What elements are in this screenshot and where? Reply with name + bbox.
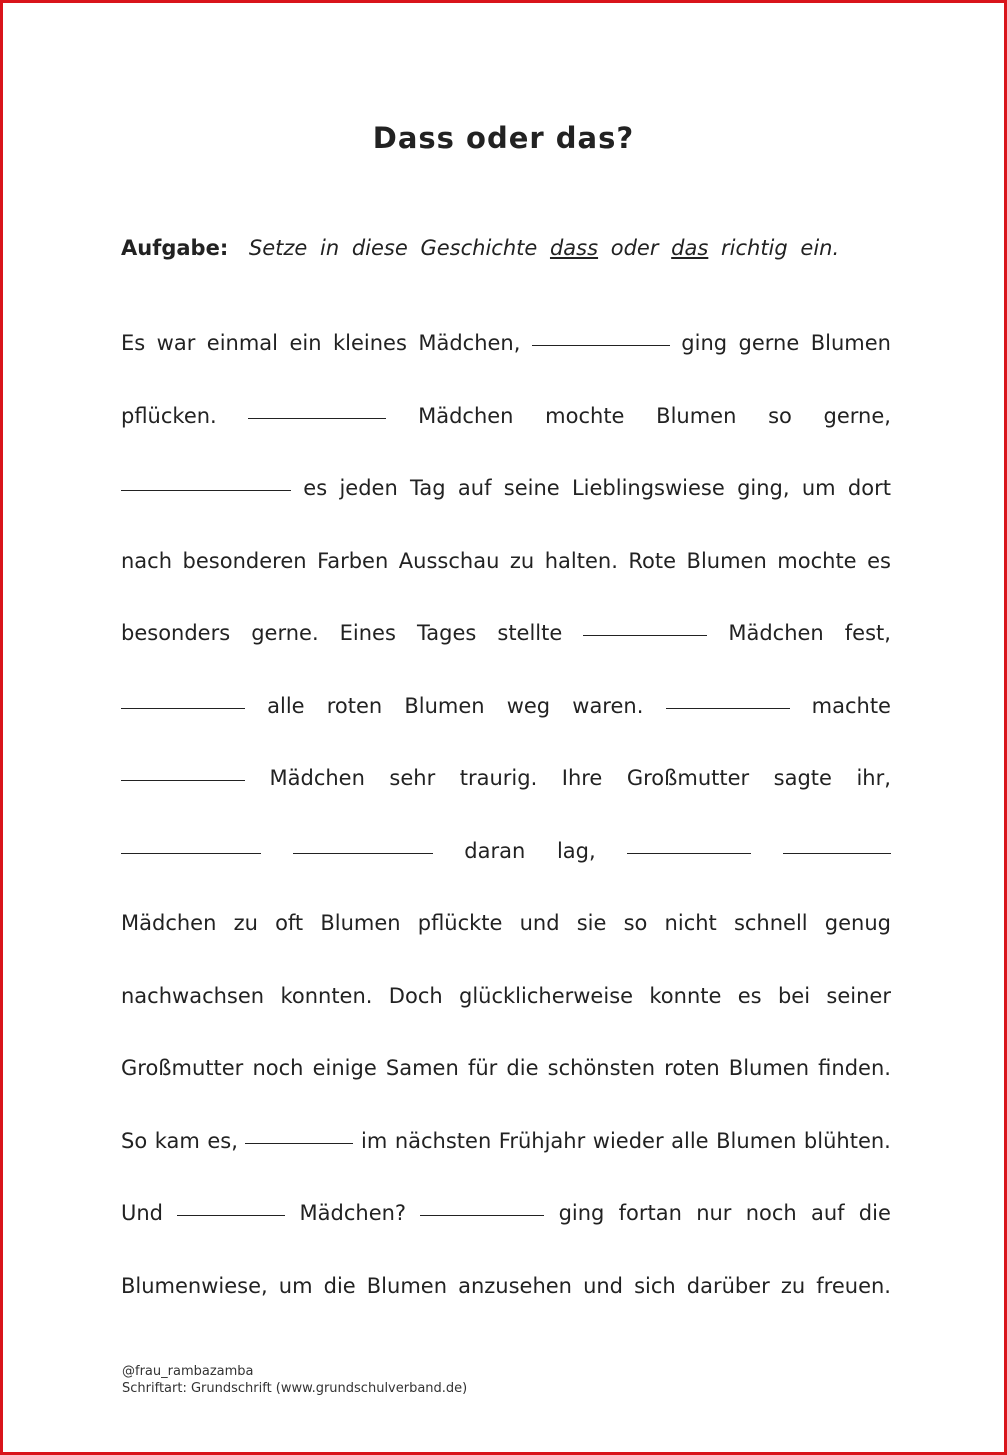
story-word: ging (558, 1201, 605, 1225)
story-line (121, 1185, 891, 1225)
story-word: gerne (738, 331, 800, 355)
story-word: Mädchen (418, 404, 514, 428)
story-word: einmal (206, 331, 279, 355)
story-word: gerne, (823, 404, 891, 428)
story-word: konnten. (280, 984, 373, 1008)
story-word: pflücken. (121, 404, 217, 428)
story-word: zu (233, 911, 258, 935)
story-word: nachwachsen (121, 984, 265, 1008)
story-word: wieder (592, 1129, 664, 1153)
story-word: oft (275, 911, 304, 935)
task-text (249, 236, 839, 260)
task-instruction (121, 231, 901, 265)
story-word: auf (457, 476, 492, 500)
story-word: anzusehen (458, 1274, 572, 1298)
story-word: roten (326, 694, 383, 718)
story-word: es, (207, 1129, 238, 1153)
story-word: fest, (844, 621, 891, 645)
story-word: genug (824, 911, 891, 935)
story-word: so (768, 404, 792, 428)
story-word: roten (664, 1056, 720, 1080)
story-word: besonders (121, 621, 231, 645)
story-word: lag, (556, 839, 596, 863)
story-word: Blumen (686, 549, 767, 573)
story-word: mochte (545, 404, 625, 428)
story-word: ging (681, 331, 728, 355)
story-word: Ihre (561, 766, 603, 790)
story-word: und (583, 1274, 624, 1298)
story-word: mochte (777, 549, 857, 573)
story-line (121, 533, 891, 573)
story-line (121, 1113, 891, 1153)
story-word: Doch (388, 984, 443, 1008)
story-word: Frühjahr (498, 1129, 586, 1153)
fill-in-blank[interactable] (532, 344, 670, 346)
story-word: und (519, 911, 560, 935)
fill-in-blank[interactable] (627, 852, 751, 854)
story-word: auf (810, 1201, 845, 1225)
story-word: um (801, 476, 836, 500)
story-word: finden. (818, 1056, 891, 1080)
story-word: war (156, 331, 196, 355)
story-word: konnte (649, 984, 722, 1008)
story-word: einige (312, 1056, 377, 1080)
story-word: kleines (332, 331, 407, 355)
story-word: nächsten (394, 1129, 492, 1153)
story-word: halten. (544, 549, 618, 573)
story-word: Samen (385, 1056, 459, 1080)
fill-in-blank[interactable] (177, 1214, 285, 1216)
story-word: nur (696, 1201, 732, 1225)
fill-in-blank[interactable] (783, 852, 891, 854)
story-line (121, 1258, 891, 1298)
story-word: seine (503, 476, 560, 500)
story-word: ein (289, 331, 322, 355)
story-word: nach (121, 549, 173, 573)
story-word: schönsten (547, 1056, 656, 1080)
story-word: es (303, 476, 328, 500)
story-word: seiner (826, 984, 891, 1008)
story-word: Ausschau (398, 549, 500, 573)
story-word: Großmutter (626, 766, 750, 790)
task-word-das: das (671, 236, 709, 260)
story-word: jeden (339, 476, 398, 500)
story-word: Blumen (810, 331, 891, 355)
story-word: Blumen (320, 911, 401, 935)
story-word: besonderen (182, 549, 307, 573)
story-word: noch (252, 1056, 304, 1080)
story-line (121, 750, 891, 790)
task-word-oder: oder (610, 236, 659, 260)
story-word: die (323, 1274, 356, 1298)
story-line (121, 605, 891, 645)
story-word: weg (506, 694, 551, 718)
task-text-before: Setze in diese Geschichte (248, 236, 538, 260)
footer-handle: @frau_rambazamba (122, 1364, 254, 1379)
story-word: Mädchen? (299, 1201, 407, 1225)
story-word: Und (121, 1201, 164, 1225)
story-word: im (360, 1129, 388, 1153)
fill-in-blank[interactable] (583, 634, 707, 636)
story-word: Mädchen (121, 911, 217, 935)
story-word: stellte (497, 621, 563, 645)
story-line (121, 388, 891, 428)
story-word: nicht (664, 911, 717, 935)
story-word: Blumen (728, 1056, 810, 1080)
fill-in-blank[interactable] (248, 417, 386, 419)
story-line (121, 460, 891, 500)
story-word: ihr, (856, 766, 891, 790)
story-word: Großmutter (121, 1056, 244, 1080)
story-word: traurig. (459, 766, 538, 790)
story-word: sehr (389, 766, 436, 790)
story-word: Blumen (716, 1129, 797, 1153)
story-word: machte (811, 694, 891, 718)
story-line (121, 895, 891, 935)
story-word: die (858, 1201, 891, 1225)
story-line (121, 678, 891, 718)
fill-in-blank[interactable] (293, 852, 433, 854)
story-word: ging, (737, 476, 790, 500)
story-line (121, 968, 891, 1008)
story-word: die (506, 1056, 539, 1080)
story-word: Blumen (404, 694, 485, 718)
story-word: fortan (618, 1201, 682, 1225)
story-word: sagte (773, 766, 832, 790)
task-word-dass: dass (549, 236, 599, 260)
story-word: Lieblingswiese (571, 476, 725, 500)
story-word: alle (671, 1129, 709, 1153)
story-word: blühten. (803, 1129, 891, 1153)
fill-in-blank[interactable] (420, 1214, 544, 1216)
story-word: Mädchen, (418, 331, 521, 355)
story-word: freuen. (816, 1274, 891, 1298)
story-word: Mädchen (728, 621, 824, 645)
footer (122, 1363, 467, 1397)
story-word: kam (154, 1129, 200, 1153)
fill-in-blank[interactable] (121, 489, 291, 491)
story-word: zu (509, 549, 535, 573)
story-word: bei (777, 984, 811, 1008)
story-word: Blumen (656, 404, 737, 428)
story-word: waren. (572, 694, 644, 718)
story-word: Tages (416, 621, 477, 645)
story-word: Blumen (366, 1274, 448, 1298)
story-word: daran (464, 839, 526, 863)
story-word: Farben (317, 549, 389, 573)
story-word: für (467, 1056, 498, 1080)
fill-in-blank[interactable] (666, 707, 790, 709)
story-line (121, 1040, 891, 1080)
story-word: pflückte (417, 911, 503, 935)
fill-in-blank[interactable] (245, 1142, 353, 1144)
story-word: Mädchen (269, 766, 365, 790)
story-line (121, 823, 891, 863)
story-word: So (121, 1129, 148, 1153)
fill-in-blank[interactable] (121, 779, 245, 781)
story-word: alle (267, 694, 305, 718)
story-word: Es (121, 331, 146, 355)
story-word: noch (745, 1201, 797, 1225)
story-word: Eines (339, 621, 396, 645)
story-word: Blumenwiese, (121, 1274, 268, 1298)
story-word: sie (576, 911, 607, 935)
story-word: darüber (686, 1274, 770, 1298)
story-word: schnell (733, 911, 808, 935)
story-word: so (623, 911, 648, 935)
story-word: sich (634, 1274, 676, 1298)
story-word: zu (780, 1274, 806, 1298)
story-word: es (867, 549, 891, 573)
story-word: dort (847, 476, 891, 500)
story-line (121, 315, 891, 355)
task-text-after: richtig ein. (721, 236, 840, 260)
task-label: Aufgabe: (121, 236, 229, 260)
story-word: glücklicherweise (459, 984, 634, 1008)
footer-font-credit: Schriftart: Grundschrift (www.grundschulverband.de) (122, 1381, 468, 1396)
fill-in-blank[interactable] (121, 852, 261, 854)
story-word: gerne. (251, 621, 319, 645)
story-word: Rote (628, 549, 677, 573)
story-word: es (737, 984, 762, 1008)
story-word: um (278, 1274, 313, 1298)
page-title: Dass oder das? (372, 121, 635, 155)
fill-in-blank[interactable] (121, 707, 245, 709)
story-word: Tag (410, 476, 446, 500)
